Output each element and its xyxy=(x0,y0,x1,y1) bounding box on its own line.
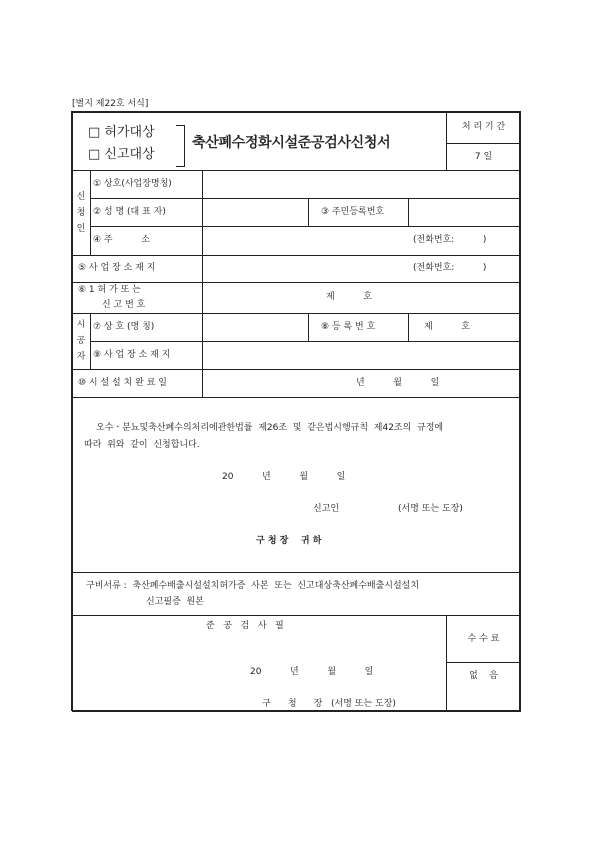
inspection-passed-title: 준 공 검 사 필 xyxy=(206,621,284,631)
fee-value: 없 음 xyxy=(469,671,498,681)
address-label: ④ 주 소 xyxy=(93,235,150,245)
attachments-line-1: 구비서류 : 축산폐수배출시설설치허가증 사본 또는 신고대상축산폐수배출시설설치 xyxy=(86,581,420,591)
applicant-group-char-1: 신 xyxy=(76,192,86,202)
application-date[interactable]: 20 년 월 일 xyxy=(222,472,346,482)
recipient: 구 청 장 귀 하 xyxy=(256,536,322,546)
applicant-signature-note[interactable]: (서명 또는 도장) xyxy=(398,504,463,514)
constructor-name-field[interactable] xyxy=(203,314,308,341)
attachments-line-2: 신고필증 원본 xyxy=(146,597,204,607)
option-report-target: □ 신고대상 xyxy=(88,147,155,162)
form-number: [별지 제22호 서식] xyxy=(72,99,149,109)
statement-line-1: 오수ㆍ분뇨및축산폐수의처리에관한법률 제26조 및 같은법시행규칙 제42조의 규정에 xyxy=(96,423,444,433)
issuer-signature[interactable]: 구 청 장 (서명 또는 도장) xyxy=(262,699,396,709)
site-address-label: ⑤ 사 업 장 소 재 지 xyxy=(78,263,156,273)
applicant-signature-label: 신고인 xyxy=(313,504,340,514)
completion-date-value[interactable]: 년 월 일 xyxy=(356,378,440,388)
site-phone-label: (전화번호: ) xyxy=(413,263,487,273)
permit-number-value[interactable]: 제 호 xyxy=(326,292,372,302)
completion-date-label: ⑩ 시 설 설 치 완 료 일 xyxy=(78,378,167,388)
applicant-group-char-2: 청 xyxy=(76,208,86,218)
form-title: 축산폐수정화시설준공검사신청서 xyxy=(192,135,391,151)
registration-number-label: ⑧ 등 록 번 호 xyxy=(321,322,376,332)
business-name-label: ① 상호(사업장명칭) xyxy=(93,179,172,189)
resident-number-label: ③ 주민등록번호 xyxy=(321,207,385,217)
resident-number-field[interactable] xyxy=(409,199,519,226)
option-permit-target: □ 허가대상 xyxy=(88,125,155,140)
fee-label: 수 수 료 xyxy=(467,634,500,644)
representative-field[interactable] xyxy=(203,199,308,226)
processing-period-value: 7 일 xyxy=(474,152,493,162)
inspection-date[interactable]: 20 년 월 일 xyxy=(250,667,374,677)
constructor-group-char-1: 시 xyxy=(76,320,86,330)
constructor-group-char-2: 공 xyxy=(76,336,86,346)
constructor-name-label: ⑦ 상 호 (명 칭) xyxy=(93,322,155,332)
statement-line-2: 따라 위와 같이 신청합니다. xyxy=(84,440,200,450)
constructor-site-label: ⑨ 사 업 장 소 재 지 xyxy=(93,350,171,360)
constructor-site-field[interactable] xyxy=(203,342,519,369)
representative-label: ② 성 명 (대 표 자) xyxy=(93,207,166,217)
applicant-group-char-3: 인 xyxy=(76,224,86,234)
option-bracket xyxy=(176,125,185,167)
business-name-field[interactable] xyxy=(203,171,519,198)
address-phone-label: (전화번호: ) xyxy=(413,235,487,245)
constructor-group-char-3: 자 xyxy=(76,352,86,362)
registration-number-value[interactable]: 제 호 xyxy=(424,322,470,332)
permit-number-label-line2: 신 고 번 호 xyxy=(102,300,146,310)
processing-period-label: 처 리 기 간 xyxy=(461,122,506,132)
permit-number-label-line1: ⑥ 1 허 가 또 는 xyxy=(78,285,141,295)
